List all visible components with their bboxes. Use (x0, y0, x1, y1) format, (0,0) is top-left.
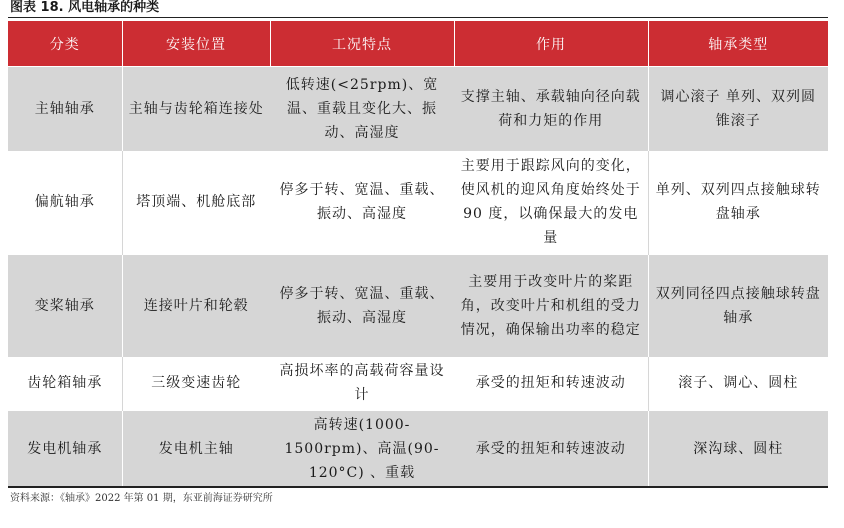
table-row (8, 67, 828, 151)
cell-bearing-type: 双列同径四点接触球转盘轴承 (648, 255, 828, 357)
cell-conditions: 停多于转、宽温、重载、振动、高湿度 (270, 255, 454, 357)
cell-category: 偏航轴承 (8, 151, 122, 255)
table-header-row (8, 21, 828, 67)
figure-title: 图表 18. 风电轴承的种类 (10, 0, 160, 15)
cell-position: 发电机主轴 (122, 411, 270, 487)
cell-category: 主轴轴承 (8, 67, 122, 151)
cell-category: 齿轮箱轴承 (8, 357, 122, 411)
cell-function: 主要用于改变叶片的桨距角，改变叶片和机组的受力情况，确保输出功率的稳定 (454, 255, 648, 357)
cell-conditions: 停多于转、宽温、重载、振动、高湿度 (279, 182, 445, 223)
cell-conditions: 高转速(1000-1500rpm)、高温(90-120°C) 、重载 (270, 411, 454, 487)
cell-conditions: 高损坏率的高载荷容量设计 (279, 363, 445, 404)
cell-position: 塔顶端、机舱底部 (136, 194, 257, 211)
cell-bearing-type: 单列、双列四点接触球转盘轴承 (655, 182, 821, 223)
cell-bearing-type: 滚子、调心、圆柱 (678, 375, 799, 392)
header-conditions: 工况特点 (270, 21, 454, 67)
cell-position: 主轴与齿轮箱连接处 (122, 67, 270, 151)
cell-bearing-type: 深沟球、圆柱 (648, 411, 828, 487)
cell-position: 三级变速齿轮 (151, 375, 242, 392)
footer-rule (8, 486, 828, 488)
bearing-types-table (8, 21, 828, 487)
header-bearing-type: 轴承类型 (648, 21, 828, 67)
source-note: 资料来源：《轴承》2022 年第 01 期，东亚前海证券研究所 (10, 493, 273, 504)
cell-function: 主要用于跟踪风向的变化，使风机的迎风角度始终处于 90 度，以确保最大的发电量 (454, 151, 648, 255)
cell-category: 变桨轴承 (8, 255, 122, 357)
cell-category: 发电机轴承 (8, 411, 122, 487)
header-position: 安装位置 (122, 21, 270, 67)
cell-position: 连接叶片和轮毂 (122, 255, 270, 357)
header-function: 作用 (454, 21, 648, 67)
header-category: 分类 (8, 21, 122, 67)
table-row (8, 151, 828, 255)
title-rule (8, 17, 828, 18)
cell-function: 承受的扭矩和转速波动 (454, 411, 648, 487)
table-row (8, 255, 828, 357)
table-row (8, 357, 828, 411)
table-row (8, 411, 828, 487)
cell-function: 承受的扭矩和转速波动 (454, 357, 648, 411)
cell-function: 支撑主轴、承载轴向径向载荷和力矩的作用 (454, 67, 648, 151)
cell-bearing-type: 调心滚子 单列、双列圆锥滚子 (648, 67, 828, 151)
cell-conditions: 低转速(<25rpm)、宽温、重载且变化大、振动、高湿度 (270, 67, 454, 151)
